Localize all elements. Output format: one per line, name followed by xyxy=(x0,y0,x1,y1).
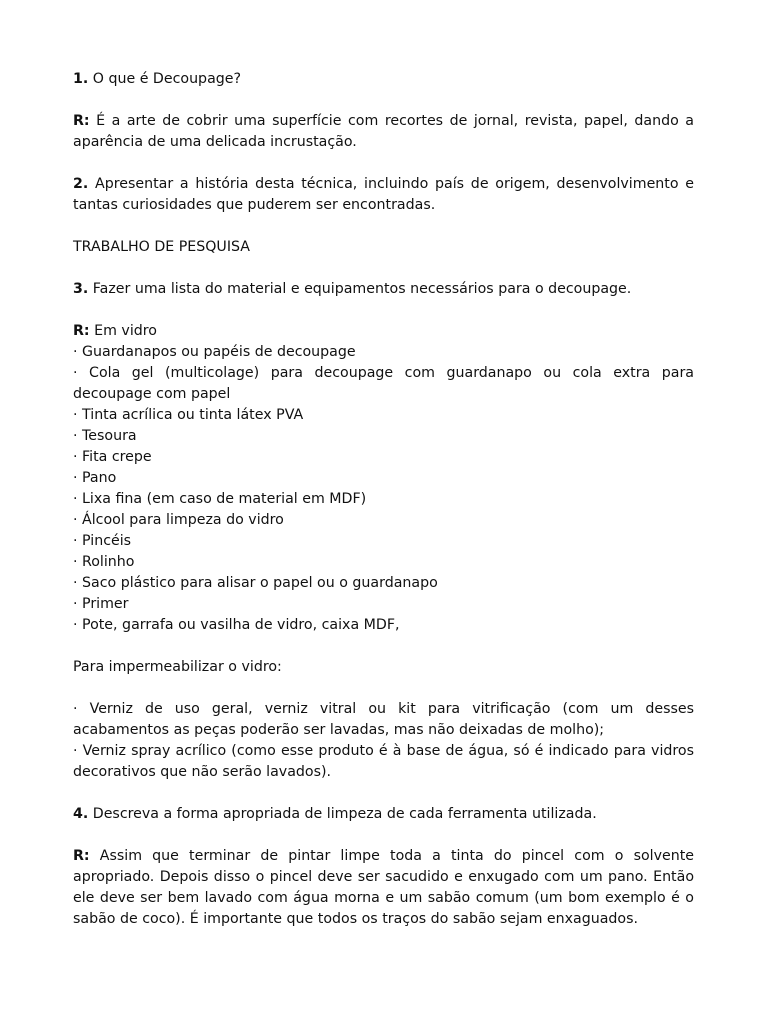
list-item: · Verniz de uso geral, verniz vitral ou kit para vitrificação (com um desses acabamentos as peças poderão ser lavadas, mas não deixadas de molho); xyxy=(73,701,694,738)
list-item: · Primer xyxy=(73,596,129,612)
question-3-number: 3. xyxy=(73,281,89,297)
question-2-text: Apresentar a história desta técnica, incluindo país de origem, desenvolvimento e tantas curiosidades que puderem ser encontradas. xyxy=(73,176,694,213)
question-4-text: Descreva a forma apropriada de limpeza de cada ferramenta utilizada. xyxy=(92,806,597,822)
list-item: · Álcool para limpeza do vidro xyxy=(73,512,284,528)
answer-4 xyxy=(73,846,694,930)
list-item: · Tesoura xyxy=(73,428,137,444)
answer-3-intro xyxy=(73,321,694,342)
question-2-number: 2. xyxy=(73,176,89,192)
list-item: · Pote, garrafa ou vasilha de vidro, caixa MDF, xyxy=(73,617,400,633)
waterproof-heading: Para impermeabilizar o vidro: xyxy=(73,659,282,675)
question-2 xyxy=(73,174,694,216)
question-1-number: 1. xyxy=(73,71,89,87)
question-3-text: Fazer uma lista do material e equipamentos necessários para o decoupage. xyxy=(92,281,632,297)
list-item: · Pano xyxy=(73,470,117,486)
answer-1 xyxy=(73,111,694,153)
list-item: · Pincéis xyxy=(73,533,132,549)
list-item: · Verniz spray acrílico (como esse produto é à base de água, só é indicado para vidros decorativos que não serão lavados). xyxy=(73,743,694,780)
answer-4-label: R: xyxy=(73,848,90,864)
answer-4-text: Assim que terminar de pintar limpe toda a tinta do pincel com o solvente apropriado. Depois disso o pincel deve ser sacudido e enxugado com um pano. Então ele deve ser bem lavado com água morna e um sabão comum (um bom exemplo é o sabão de coco). É importante que todos os traços do sabão sejam enxaguados. xyxy=(73,848,694,927)
list-item: · Cola gel (multicolage) para decoupage com guardanapo ou cola extra para decoupage com papel xyxy=(73,365,694,402)
question-4-number: 4. xyxy=(73,806,89,822)
question-1-text: O que é Decoupage? xyxy=(92,71,242,87)
list-item: · Lixa fina (em caso de material em MDF) xyxy=(73,491,367,507)
list-item: · Fita crepe xyxy=(73,449,152,465)
question-3 xyxy=(73,279,694,300)
research-heading: TRABALHO DE PESQUISA xyxy=(73,239,250,255)
answer-1-text: É a arte de cobrir uma superfície com recortes de jornal, revista, papel, dando a aparência de uma delicada incrustação. xyxy=(73,113,694,150)
answer-1-label: R: xyxy=(73,113,90,129)
list-item: · Saco plástico para alisar o papel ou o guardanapo xyxy=(73,575,438,591)
list-item: · Tinta acrílica ou tinta látex PVA xyxy=(73,407,304,423)
list-item: · Guardanapos ou papéis de decoupage xyxy=(73,344,356,360)
question-4 xyxy=(73,804,694,825)
question-1 xyxy=(73,69,694,90)
answer-3-intro-text: Em vidro xyxy=(94,323,157,339)
document-content xyxy=(73,69,694,930)
answer-3-label: R: xyxy=(73,323,90,339)
list-item: · Rolinho xyxy=(73,554,135,570)
